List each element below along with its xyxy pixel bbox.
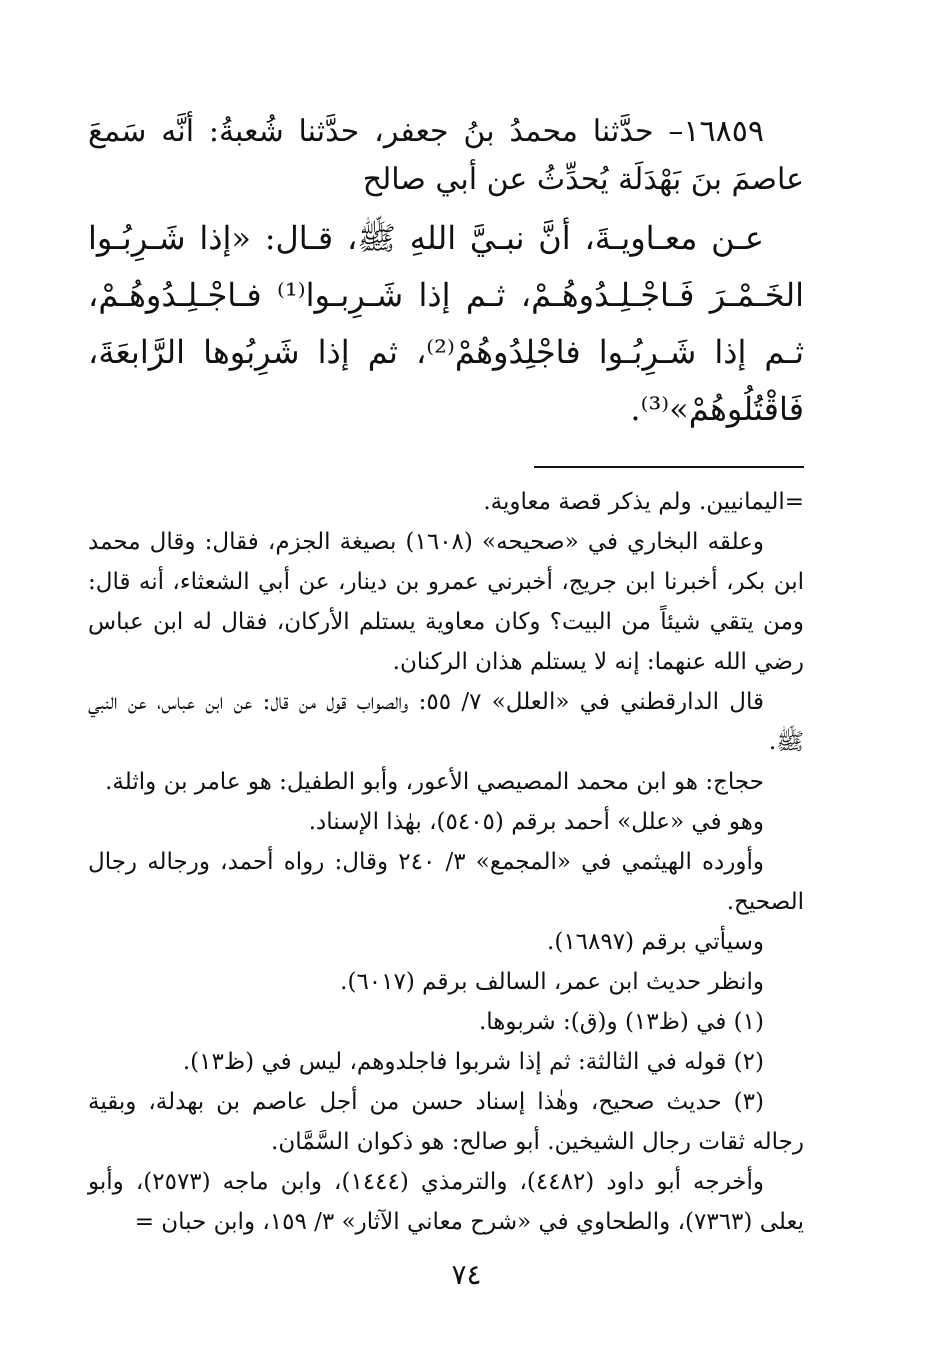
page-number: ٧٤ <box>451 1258 482 1291</box>
hadith-isnad: ١٦٨٥٩– حدَّثنا محمدُ بنُ جعفر، حدَّثنا شُعبةُ: أنَّه سَمعَ عاصمَ بنَ بَهْدَلَة يُحدِّثُ عن أبي صالح <box>88 114 804 197</box>
footnote-3-continued: وأخرجه أبو داود (٤٤٨٢)، والترمذي (١٤٤٤)، وابن ماجه (٢٥٧٣)، وأبو يعلى (٧٣٦٣)، والطحاوي في «شرح معاني الآثار» ٣/ ١٥٩، وابن حبان = <box>88 1169 804 1235</box>
hadith-block <box>88 108 804 438</box>
hadith-matn: عـن معـاويـةَ، أنَّ نبـيَّ اللهِ ﷺ، قـال: «إذا شَـرِبُـوا الخَـمْـرَ فَـاجْـلِـدُوهُـمْ، ثـم إذا شَـرِبـوا⁽¹⁾ فـاجْـلِـدُوهُـمْ، ثـم إذا شَـرِبُـوا فاجْلِدُوهُمْ⁽²⁾، ثم إذا شَرِبُوها الرَّابعَةَ، فَاقْتُلُوهُمْ»⁽³⁾. <box>88 219 805 428</box>
note-paragraph: وأورده الهيثمي في «المجمع» ٣/ ٢٤٠ وقال: رواه أحمد، ورجاله رجال الصحيح. <box>88 849 804 915</box>
footnote-1: (١) في (ظ١٣) و(ق): شربوها. <box>478 1009 764 1035</box>
footnote-divider <box>534 466 804 468</box>
note-paragraph: حجاج: هو ابن محمد المصيصي الأعور، وأبو الطفيل: هو عامر بن واثلة. <box>105 769 764 795</box>
note-paragraph: وسيأتي برقم (١٦٨٩٧). <box>547 929 764 955</box>
note-paragraph: =اليمانيين. ولم يذكر قصة معاوية. <box>483 489 804 515</box>
footnote-2: (٢) قوله في الثالثة: ثم إذا شربوا فاجلدوهم، ليس في (ظ١٣). <box>182 1049 764 1075</box>
note-paragraph: قال الدارقطني في «العلل» ٧/ ٥٥: والصواب قول من قال: عن ابن عباس، عن النبي ﷺ. <box>88 689 804 755</box>
commentary-notes <box>88 482 804 1242</box>
note-paragraph: وعلقه البخاري في «صحيحه» (١٦٠٨) بصيغة الجزم، فقال: وقال محمد ابن بكر، أخبرنا ابن جريج، أخبرني عمرو بن دينار، عن أبي الشعثاء، أنه قال: ومن يتقي شيئاً من البيت؟ وكان معاوية يستلم الأركان، فقال له ابن عباس رضي الله عنهما: إنه لا يستلم هذان الركنان. <box>88 529 804 675</box>
note-paragraph: وانظر حديث ابن عمر، السالف برقم (٦٠١٧). <box>340 969 764 995</box>
note-paragraph: وهو في «علل» أحمد برقم (٥٤٠٥)، بهٰذا الإسناد. <box>308 809 764 835</box>
footnote-3: (٣) حديث صحيح، وهٰذا إسناد حسن من أجل عاصم بن بهدلة، وبقية رجاله ثقات رجال الشيخين. أبو صالح: هو ذكوان السَّمَّان. <box>88 1089 804 1155</box>
page-body <box>88 108 804 1242</box>
